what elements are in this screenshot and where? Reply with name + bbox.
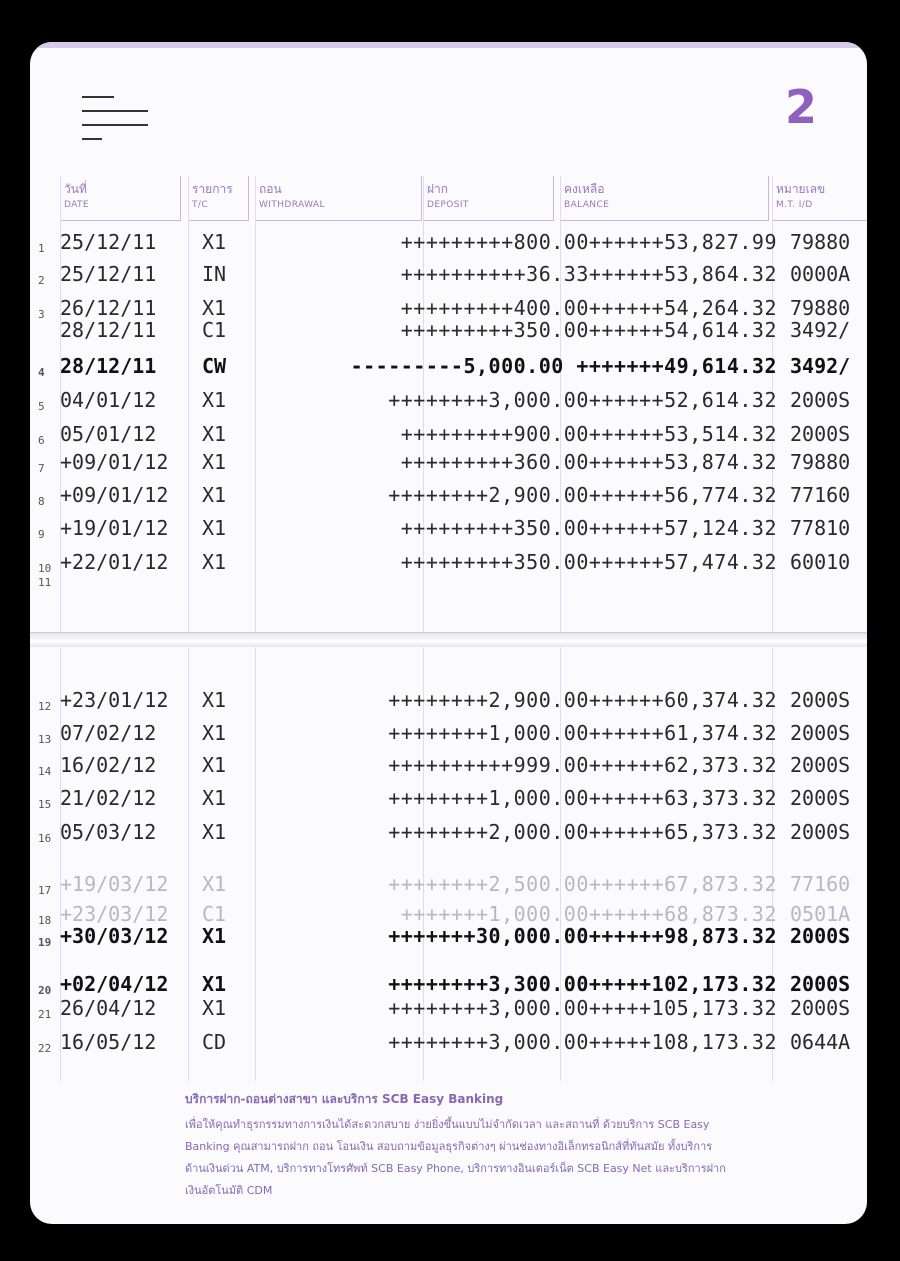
row-amounts: ++++++++2,500.00++++++67,873.32	[388, 872, 777, 896]
transaction-row	[30, 262, 867, 290]
row-date: 16/05/12	[60, 1030, 157, 1054]
row-tc: X1	[202, 996, 227, 1020]
row-date: +23/01/12	[60, 688, 169, 712]
row-tc: X1	[202, 550, 227, 574]
row-tc: X1	[202, 422, 227, 446]
col-mti-th: หมายเลข	[776, 182, 826, 196]
row-date: +09/01/12	[60, 450, 169, 474]
line-number: 13	[38, 733, 52, 746]
row-amounts: +++++++++350.00++++++54,614.32	[400, 318, 777, 342]
row-mti: 3492/	[790, 354, 851, 378]
line-number: 19	[38, 936, 52, 949]
line-number: 4	[38, 366, 45, 379]
row-amounts: ++++++++++36.33++++++53,864.32	[400, 262, 777, 286]
row-date: 16/02/12	[60, 753, 157, 777]
row-tc: X1	[202, 688, 227, 712]
line-number: 12	[38, 700, 52, 713]
row-amounts: +++++++30,000.00++++++98,873.32	[388, 924, 777, 948]
row-tc: X1	[202, 516, 227, 540]
row-date: +23/03/12	[60, 902, 169, 926]
line-number: 1	[38, 242, 45, 255]
transaction-row	[30, 483, 867, 511]
transaction-row	[30, 688, 867, 716]
row-tc: X1	[202, 388, 227, 412]
row-mti: 77160	[790, 872, 851, 896]
row-amounts: ++++++++3,000.00+++++108,173.32	[388, 1030, 777, 1054]
row-tc: X1	[202, 721, 227, 745]
col-tc-th: รายการ	[192, 182, 233, 196]
row-mti: 79880	[790, 296, 851, 320]
line-number: 20	[38, 984, 52, 997]
row-tc: C1	[202, 318, 227, 342]
row-mti: 2000S	[790, 996, 851, 1020]
row-mti: 79880	[790, 230, 851, 254]
line-number: 15	[38, 798, 52, 811]
line-number: 9	[38, 528, 45, 541]
transaction-row	[30, 924, 867, 952]
row-date: 26/12/11	[60, 296, 157, 320]
row-tc: X1	[202, 872, 227, 896]
col-tc-en: T/C	[192, 200, 209, 210]
row-mti: 3492/	[790, 318, 851, 342]
row-date: 05/01/12	[60, 422, 157, 446]
footer-title: บริการฝาก-ถอนต่างสาขา และบริการ SCB Easy Banking	[185, 1092, 504, 1106]
row-mti: 77810	[790, 516, 851, 540]
page-number: 2	[784, 80, 817, 134]
transaction-row	[30, 820, 867, 848]
line-number: 18	[38, 914, 52, 927]
row-date: 21/02/12	[60, 786, 157, 810]
row-date: +02/04/12	[60, 972, 169, 996]
col-deposit-en: DEPOSIT	[427, 200, 469, 210]
row-amounts: ++++++++2,900.00++++++56,774.32	[388, 483, 777, 507]
col-balance-th: คงเหลือ	[564, 182, 605, 196]
row-amounts: ++++++++2,000.00++++++65,373.32	[388, 820, 777, 844]
col-withdrawal-en: WITHDRAWAL	[259, 200, 325, 210]
row-date: +22/01/12	[60, 550, 169, 574]
line-number: 2	[38, 274, 45, 287]
row-date: 25/12/11	[60, 262, 157, 286]
row-amounts: +++++++++350.00++++++57,124.32	[400, 516, 777, 540]
row-tc: X1	[202, 820, 227, 844]
row-mti: 2000S	[790, 924, 851, 948]
row-date: 07/02/12	[60, 721, 157, 745]
transaction-list	[30, 42, 867, 1224]
passbook-page	[30, 42, 867, 1224]
line-number: 8	[38, 495, 45, 508]
transaction-row	[30, 388, 867, 416]
row-date: 28/12/11	[60, 354, 157, 378]
row-amounts: ++++++++1,000.00++++++61,374.32	[388, 721, 777, 745]
row-date: 05/03/12	[60, 820, 157, 844]
row-date: 25/12/11	[60, 230, 157, 254]
row-amounts: +++++++++800.00++++++53,827.99	[400, 230, 777, 254]
transaction-row	[30, 996, 867, 1024]
row-tc: X1	[202, 230, 227, 254]
row-tc: X1	[202, 924, 227, 948]
row-amounts: +++++++++350.00++++++57,474.32	[400, 550, 777, 574]
footer-body: เพื่อให้คุณทำธุรกรรมทางการเงินได้สะดวกสบาย ง่ายยิ่งขึ้นแบบไม่จำกัดเวลา และสถานที่ ด้วยบริการ SCB Easy Banking คุณสามารถฝาก ถอน โอนเงิน สอบถามข้อมูลธุรกิจต่างๆ ผ่านช่องทางอิเล็กทรอนิกส์ที่ทันสมัย ทั้งบริการด้านเงินด่วน ATM, บริการทางโทรศัพท์ SCB Easy Phone, บริการทางอินเตอร์เน็ต SCB Easy Net และบริการฝากเงินอัตโนมัติ CDM	[185, 1118, 726, 1197]
row-date: 28/12/11	[60, 318, 157, 342]
line-number: 5	[38, 400, 45, 413]
row-date: +30/03/12	[60, 924, 169, 948]
row-mti: 2000S	[790, 688, 851, 712]
line-number: 22	[38, 1042, 52, 1055]
line-number: 21	[38, 1008, 52, 1021]
transaction-row	[30, 516, 867, 544]
transaction-row	[30, 1030, 867, 1058]
transaction-row	[30, 564, 867, 592]
row-amounts: ++++++++3,000.00+++++105,173.32	[388, 996, 777, 1020]
row-amounts: +++++++++360.00++++++53,874.32	[400, 450, 777, 474]
line-number: 11	[38, 576, 52, 589]
row-amounts: +++++++++400.00++++++54,264.32	[400, 296, 777, 320]
row-mti: 0644A	[790, 1030, 851, 1054]
transaction-row	[30, 318, 867, 346]
line-number: 16	[38, 832, 52, 845]
row-amounts: ---------5,000.00 +++++++49,614.32	[350, 354, 777, 378]
row-date: +19/03/12	[60, 872, 169, 896]
row-date: +19/01/12	[60, 516, 169, 540]
row-mti: 60010	[790, 550, 851, 574]
line-number: 10	[38, 562, 52, 575]
transaction-row	[30, 422, 867, 450]
row-tc: CW	[202, 354, 227, 378]
row-mti: 2000S	[790, 721, 851, 745]
row-mti: 2000S	[790, 786, 851, 810]
row-tc: X1	[202, 296, 227, 320]
row-amounts: ++++++++3,000.00++++++52,614.32	[388, 388, 777, 412]
row-amounts: +++++++1,000.00++++++68,873.32	[400, 902, 777, 926]
col-date-en: DATE	[64, 200, 90, 210]
row-tc: X1	[202, 483, 227, 507]
row-mti: 77160	[790, 483, 851, 507]
row-mti: 0501A	[790, 902, 851, 926]
row-date: +09/01/12	[60, 483, 169, 507]
row-amounts: ++++++++2,900.00++++++60,374.32	[388, 688, 777, 712]
row-date: 26/04/12	[60, 996, 157, 1020]
row-tc: C1	[202, 902, 227, 926]
col-date-th: วันที่	[64, 182, 87, 196]
line-number: 7	[38, 462, 45, 475]
row-mti: 2000S	[790, 972, 851, 996]
transaction-row	[30, 354, 867, 382]
transaction-row	[30, 872, 867, 900]
col-balance-en: BALANCE	[564, 200, 610, 210]
row-date: 04/01/12	[60, 388, 157, 412]
row-mti: 0000A	[790, 262, 851, 286]
transaction-row	[30, 753, 867, 781]
row-tc: X1	[202, 972, 227, 996]
row-tc: CD	[202, 1030, 227, 1054]
transaction-row	[30, 450, 867, 478]
transaction-row	[30, 786, 867, 814]
col-withdrawal-th: ถอน	[259, 182, 282, 196]
row-mti: 2000S	[790, 820, 851, 844]
line-number: 6	[38, 434, 45, 447]
row-mti: 2000S	[790, 388, 851, 412]
row-tc: X1	[202, 753, 227, 777]
row-tc: X1	[202, 786, 227, 810]
row-amounts: ++++++++1,000.00++++++63,373.32	[388, 786, 777, 810]
row-tc: IN	[202, 262, 227, 286]
row-amounts: ++++++++3,300.00+++++102,173.32	[388, 972, 777, 996]
transaction-row	[30, 230, 867, 258]
row-mti: 2000S	[790, 422, 851, 446]
row-amounts: ++++++++++999.00++++++62,373.32	[388, 753, 777, 777]
row-tc: X1	[202, 450, 227, 474]
col-mti-en: M.T. I/D	[776, 200, 813, 210]
transaction-row	[30, 721, 867, 749]
line-number: 3	[38, 308, 45, 321]
row-mti: 79880	[790, 450, 851, 474]
row-mti: 2000S	[790, 753, 851, 777]
col-deposit-th: ฝาก	[427, 182, 449, 196]
line-number: 17	[38, 884, 52, 897]
footer-ad	[185, 1090, 730, 1202]
line-number: 14	[38, 765, 52, 778]
row-amounts: +++++++++900.00++++++53,514.32	[400, 422, 777, 446]
